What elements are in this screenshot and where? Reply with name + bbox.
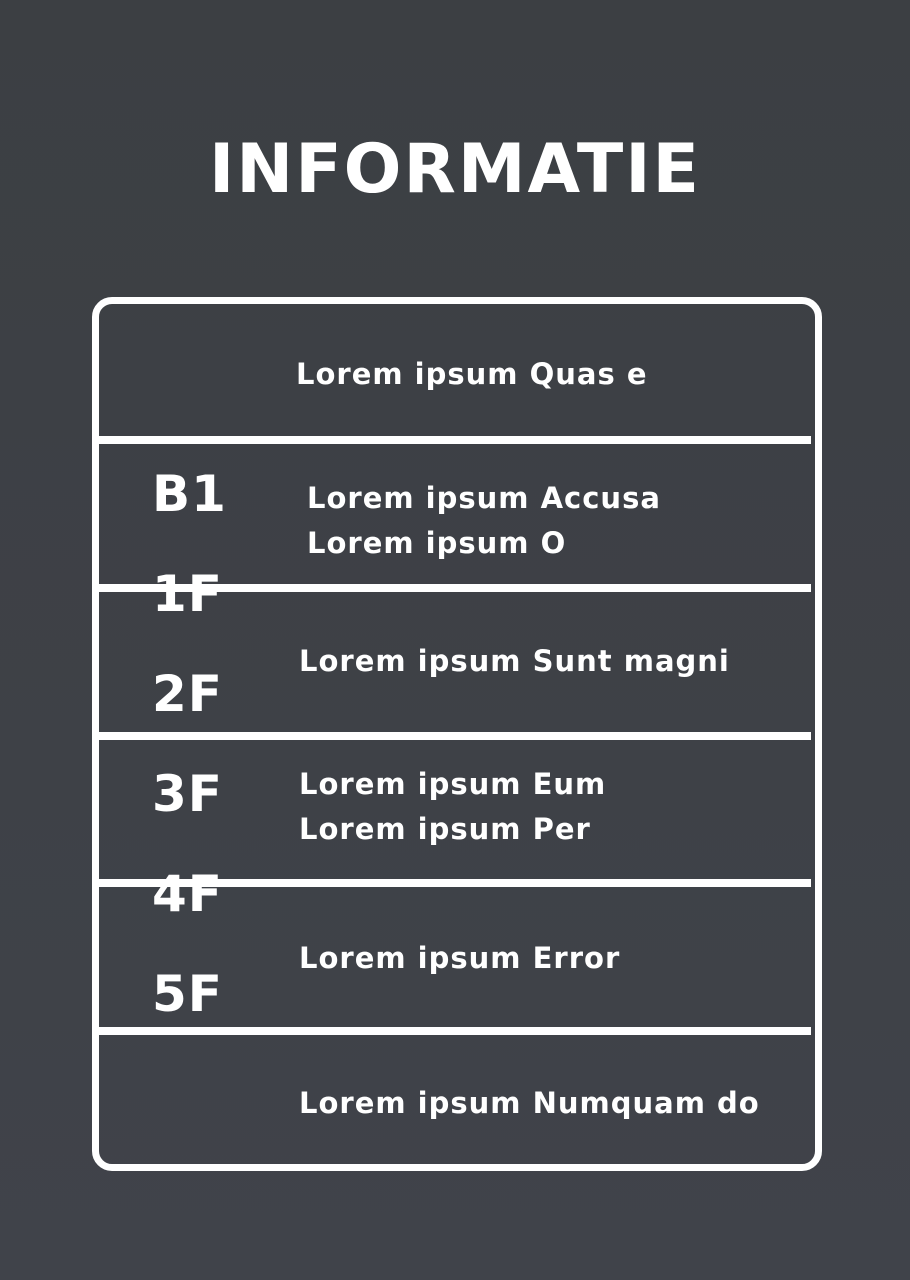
directory-entry: Lorem ipsum Quas e bbox=[296, 357, 648, 391]
directory-entry: Lorem ipsum Error bbox=[299, 941, 621, 975]
directory-entry: Lorem ipsum O bbox=[307, 526, 567, 560]
row-divider bbox=[99, 436, 811, 444]
floor-label-1f: 1F bbox=[152, 565, 223, 623]
directory-entry: Lorem ipsum Sunt magni bbox=[299, 644, 730, 678]
directory-entry: Lorem ipsum Numquam do bbox=[299, 1086, 760, 1120]
row-divider bbox=[99, 1027, 811, 1035]
page-title: INFORMATIE bbox=[209, 130, 701, 209]
directory-entry: Lorem ipsum Accusa bbox=[307, 481, 661, 515]
floor-label-3f: 3F bbox=[152, 765, 223, 823]
directory-entry: Lorem ipsum Per bbox=[299, 812, 591, 846]
floor-label-4f: 4F bbox=[152, 865, 223, 923]
row-divider bbox=[99, 732, 811, 740]
floor-label-5f: 5F bbox=[152, 965, 223, 1023]
floor-label-2f: 2F bbox=[152, 665, 223, 723]
floor-label-b1: B1 bbox=[152, 465, 227, 523]
directory-entry: Lorem ipsum Eum bbox=[299, 767, 607, 801]
